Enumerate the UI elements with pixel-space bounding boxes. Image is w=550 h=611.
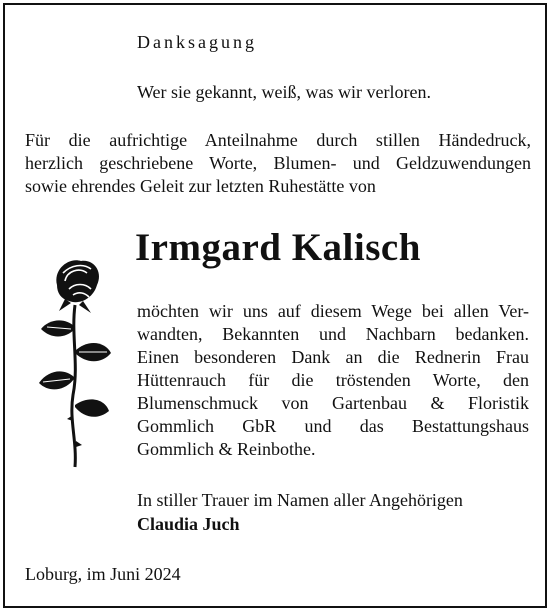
body-line: Einen besonderen Dank an die Rednerin Frau [137,347,529,367]
body-line: Blumenschmuck von Gartenbau & Floristik [137,393,529,413]
intro-paragraph [25,129,531,198]
memorial-quote: Wer sie gekannt, weiß, was wir verloren. [137,82,431,102]
rose-icon [35,255,115,470]
body-line: Gommlich & Reinbothe. [137,439,316,459]
thanks-paragraph [137,300,529,461]
notice-heading: Danksagung [137,32,257,52]
intro-line: sowie ehrendes Geleit zur letzten Ruhestätte von [25,176,376,196]
signature: Claudia Juch [137,514,240,534]
body-line: Gommlich GbR und das Bestattungshaus [137,416,529,436]
place-date: Loburg, im Juni 2024 [25,564,181,584]
body-line: möchten wir uns auf diesem Wege bei allen Ver- [137,301,529,321]
obituary-notice [3,3,547,608]
intro-line: herzlich geschriebene Worte, Blumen- und Geldzuwendungen [25,153,531,173]
body-line: wandten, Bekannten und Nachbarn bedanken. [137,324,529,344]
deceased-name: Irmgard Kalisch [135,226,421,269]
mourning-line: In stiller Trauer im Namen aller Angehörigen [137,490,463,510]
body-line: Hüttenrauch für die tröstenden Worte, den [137,370,529,390]
intro-line: Für die aufrichtige Anteilnahme durch stillen Händedruck, [25,130,531,150]
